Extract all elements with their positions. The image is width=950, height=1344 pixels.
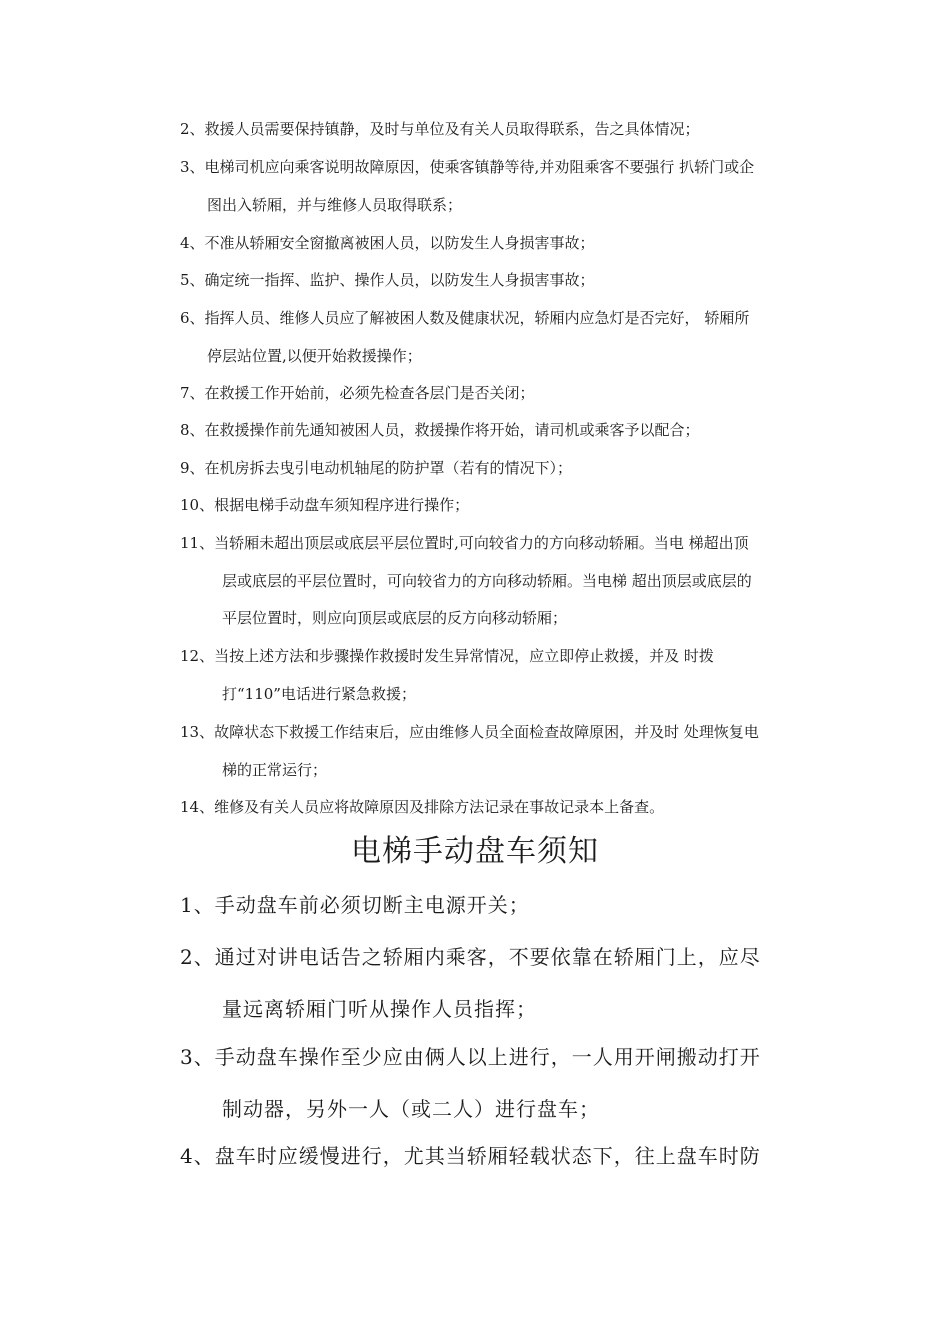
procedure-item-6-cont: 停层站位置,以便开始救援操作；	[207, 347, 422, 365]
procedure-item-7: 7、在救援工作开始前，必须先检查各层门是否关闭；	[180, 384, 535, 402]
cranking-item-1: 1、手动盘车前必须切断主电源开关；	[180, 893, 530, 917]
procedure-item-10: 10、根据电梯手动盘车须知程序进行操作；	[180, 496, 470, 514]
procedure-item-12: 12、当按上述方法和步骤操作救援时发生异常情况，应立即停止救援，并及 时拨	[180, 647, 714, 665]
cranking-item-4: 4、盘车时应缓慢进行，尤其当轿厢轻载状态下，往上盘车时防	[180, 1144, 761, 1168]
procedure-item-8: 8、在救援操作前先通知被困人员，救援操作将开始，请司机或乘客予以配合；	[180, 421, 700, 439]
cranking-item-3: 3、手动盘车操作至少应由俩人以上进行，一人用开闸搬动打开	[180, 1045, 761, 1069]
procedure-item-13: 13、故障状态下救援工作结束后，应由维修人员全面检查故障原困，并及时 处理恢复电	[180, 723, 759, 741]
procedure-item-14: 14、维修及有关人员应将故障原因及排除方法记录在事故记录本上备查。	[180, 798, 665, 816]
procedure-item-13-cont: 梯的正常运行；	[222, 761, 328, 779]
cranking-item-2-cont: 量远离轿厢门听从操作人员指挥；	[222, 997, 537, 1021]
procedure-item-2: 2、救援人员需要保持镇静，及时与单位及有关人员取得联系，告之具体情况；	[180, 120, 700, 138]
procedure-item-5: 5、确定统一指挥、监护、操作人员，以防发生人身损害事故；	[180, 271, 595, 289]
procedure-item-11: 11、当轿厢未超出顶层或底层平层位置时,可向较省力的方向移动轿厢。当电 梯超出顶	[180, 534, 749, 552]
procedure-item-3-cont: 图出入轿厢，并与维修人员取得联系；	[207, 196, 463, 214]
procedure-item-11-cont2: 平层位置时，则应向顶层或底层的反方向移动轿厢；	[222, 609, 568, 627]
procedure-item-3: 3、电梯司机应向乘客说明故障原因，使乘客镇静等待,并劝阻乘客不要强行 扒轿门或企	[180, 158, 755, 176]
procedure-item-9: 9、在机房拆去曳引电动机轴尾的防护罩（若有的情况下）；	[180, 459, 573, 477]
procedure-item-12-cont: 打“110”电话进行紧急救援；	[222, 685, 416, 703]
cranking-item-3-cont: 制动器，另外一人（或二人）进行盘车；	[222, 1097, 600, 1121]
procedure-item-6: 6、指挥人员、维修人员应了解被困人数及健康状况，轿厢内应急灯是否完好， 轿厢所	[180, 309, 750, 327]
manual-cranking-title: 电梯手动盘车须知	[351, 834, 599, 869]
procedure-item-11-cont: 层或底层的平层位置时，可向较省力的方向移动轿厢。当电梯 超出顶层或底层的	[222, 572, 752, 590]
procedure-item-4: 4、不准从轿厢安全窗撤离被困人员，以防发生人身损害事故；	[180, 234, 595, 252]
cranking-item-2: 2、通过对讲电话告之轿厢内乘客，不要依靠在轿厢门上，应尽	[180, 945, 761, 969]
